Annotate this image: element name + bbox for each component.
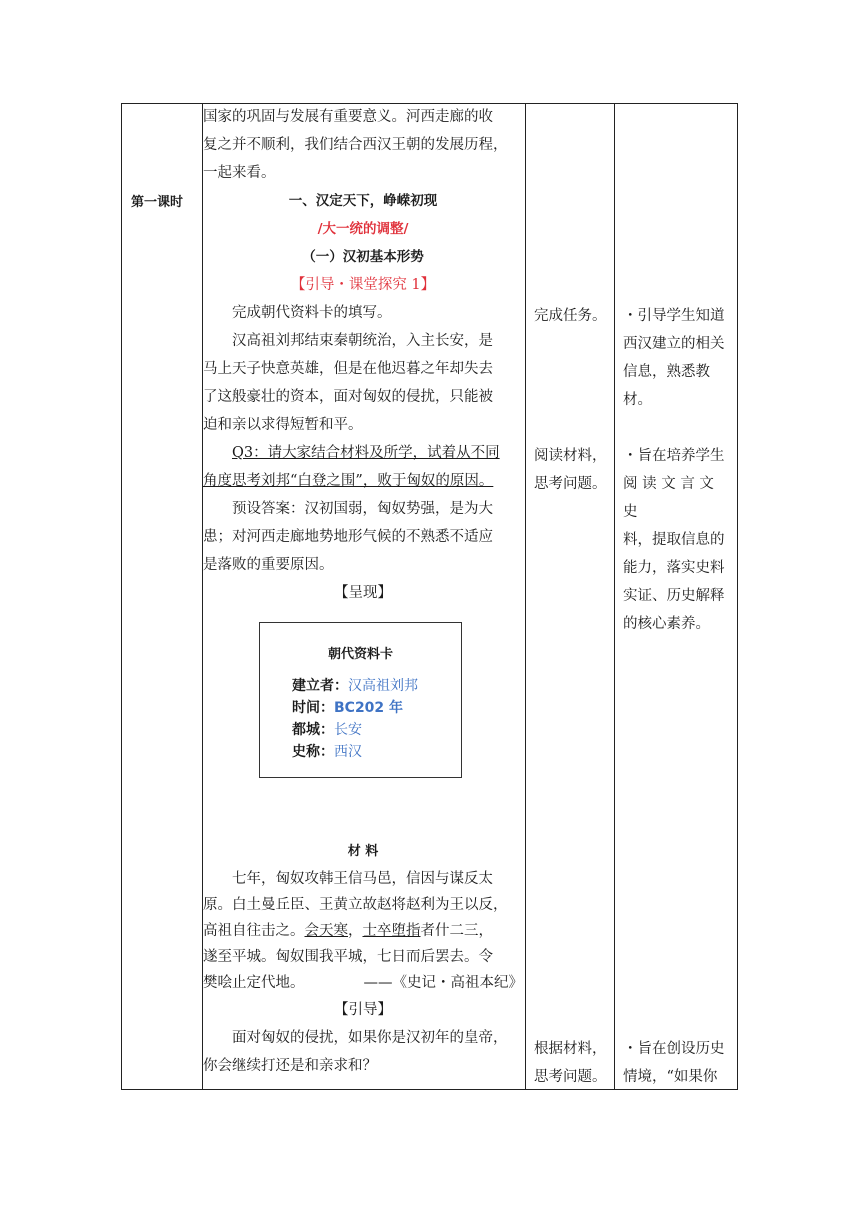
card-row-capital bbox=[292, 719, 362, 739]
card-label-history-name: 史称： bbox=[292, 744, 334, 760]
material-title: 材 料 bbox=[347, 844, 379, 859]
card-value-capital: 长安 bbox=[334, 722, 362, 738]
column-divider-3 bbox=[614, 103, 615, 1090]
card-label-capital: 都城： bbox=[292, 722, 334, 738]
answer-line-2: 患；对河西走廊地势地形气候的不熟悉不适应 bbox=[203, 529, 493, 545]
final-question-line-1: 面对匈奴的侵扰，如果你是汉初年的皇帝， bbox=[232, 1030, 508, 1046]
student-activity-1: 完成任务。 bbox=[534, 308, 607, 324]
design-intent-2-line-6: 的核心素养。 bbox=[623, 616, 710, 632]
answer-line-1: 预设答案：汉初国弱，匈奴势强，是为大 bbox=[232, 501, 493, 517]
final-question-line-2: 你会继续打还是和亲求和？ bbox=[203, 1058, 377, 1074]
design-intent-1-line-3: 信息，熟悉教材。 bbox=[623, 364, 710, 408]
teaching-content bbox=[203, 103, 523, 607]
intro-line-1: 国家的巩固与发展有重要意义。河西走廊的收 bbox=[203, 109, 493, 125]
material-line-5 bbox=[203, 970, 523, 996]
question-text-1: Q3：请大家结合材料及所学，试着从不同 bbox=[232, 445, 500, 461]
para1-line-1: 汉高祖刘邦结束秦朝统治，入主长安，是 bbox=[232, 333, 493, 349]
dynasty-info-card bbox=[259, 622, 462, 778]
card-label-time: 时间： bbox=[292, 700, 334, 716]
material-underline-2: 士卒堕指 bbox=[362, 923, 421, 939]
design-intent-1 bbox=[623, 302, 731, 414]
intro-line-3: 一起来看。 bbox=[203, 165, 276, 181]
para1-line-3: 了这般豪壮的资本，面对匈奴的侵扰，只能被 bbox=[203, 389, 493, 405]
design-intent-1-line-1: ・引导学生知道 bbox=[623, 308, 725, 324]
design-intent-2-line-4: 能力，落实史料 bbox=[623, 560, 725, 576]
student-activity-2b: 思考问题。 bbox=[534, 476, 607, 492]
design-intent-1-line-2: 西汉建立的相关 bbox=[623, 336, 725, 352]
student-activity-2a: 阅读材料， bbox=[534, 448, 607, 464]
section-title: 一、汉定天下，峥嵘初现 bbox=[288, 193, 438, 209]
material-line-1: 七年，匈奴攻韩王信马邑，信因与谋反太 bbox=[232, 871, 493, 887]
material-source: ——《史记・高祖本纪》 bbox=[363, 975, 523, 991]
design-intent-3 bbox=[623, 1035, 731, 1091]
design-intent-2 bbox=[623, 442, 731, 638]
material-comma: ， bbox=[348, 923, 363, 939]
sub-heading: （一）汉初基本形势 bbox=[302, 249, 424, 265]
material-line-3a: 高祖自往击之。 bbox=[203, 923, 305, 939]
card-value-founder: 汉高祖刘邦 bbox=[348, 678, 418, 694]
card-value-history-name: 西汉 bbox=[334, 744, 362, 760]
material-underline-1: 会天寒 bbox=[304, 923, 348, 939]
card-label-founder: 建立者： bbox=[292, 678, 348, 694]
guide-tag-2: 【引导】 bbox=[334, 1002, 392, 1018]
lesson-table bbox=[121, 103, 738, 1090]
table-right-border bbox=[737, 103, 738, 1090]
card-title: 朝代资料卡 bbox=[327, 647, 393, 662]
card-row-history-name bbox=[292, 741, 362, 761]
card-row-founder bbox=[292, 675, 418, 695]
student-activity-3a: 根据材料， bbox=[534, 1041, 607, 1057]
para1-line-2: 马上天子快意英雄，但是在他迟暮之年却失去 bbox=[203, 361, 493, 377]
intro-line-2: 复之并不顺利，我们结合西汉王朝的发展历程， bbox=[203, 137, 508, 153]
answer-line-3: 是落败的重要原因。 bbox=[203, 557, 334, 573]
design-intent-2-line-5: 实证、历史解释 bbox=[623, 588, 725, 604]
table-left-border bbox=[121, 103, 122, 1090]
task-line: 完成朝代资料卡的填写。 bbox=[232, 305, 392, 321]
design-intent-3-line-1: ・旨在创设历史 bbox=[623, 1041, 725, 1057]
present-tag: 【呈现】 bbox=[334, 585, 392, 601]
design-intent-2-line-2: 阅 读 文 言 文 史 bbox=[623, 476, 714, 520]
student-activity-3b: 思考问题。 bbox=[534, 1069, 607, 1085]
subsection-red: /大一统的调整/ bbox=[317, 221, 409, 237]
design-intent-2-line-1: ・旨在培养学生 bbox=[623, 448, 725, 464]
lesson-label: 第一课时 bbox=[131, 195, 184, 210]
material-line-4: 遂至平城。匈奴围我平城，七日而后罢去。令 bbox=[203, 949, 493, 965]
card-row-time bbox=[292, 697, 403, 717]
material-line-2: 原。白土曼丘臣、王黄立故赵将赵利为王以反， bbox=[203, 897, 508, 913]
guide-tag: 【引导・课堂探究 1】 bbox=[290, 277, 436, 293]
question-line-2 bbox=[203, 467, 523, 495]
material-line-3 bbox=[203, 918, 523, 944]
question-text-2: 角度思考刘邦“白登之围”，败于匈奴的原因。 bbox=[203, 473, 494, 489]
question-line-1 bbox=[203, 439, 523, 467]
material-line-3b: 者什二三， bbox=[420, 923, 493, 939]
column-divider-2 bbox=[525, 103, 526, 1090]
material-line-5a: 樊哙止定代地。 bbox=[203, 975, 305, 991]
para1-line-4: 迫和亲以求得短暂和平。 bbox=[203, 417, 363, 433]
design-intent-3-line-2: 情境，“如果你 bbox=[623, 1069, 718, 1085]
design-intent-2-line-3: 料，提取信息的 bbox=[623, 532, 725, 548]
material-section bbox=[203, 838, 523, 1080]
card-value-time: BC202 年 bbox=[334, 700, 404, 716]
